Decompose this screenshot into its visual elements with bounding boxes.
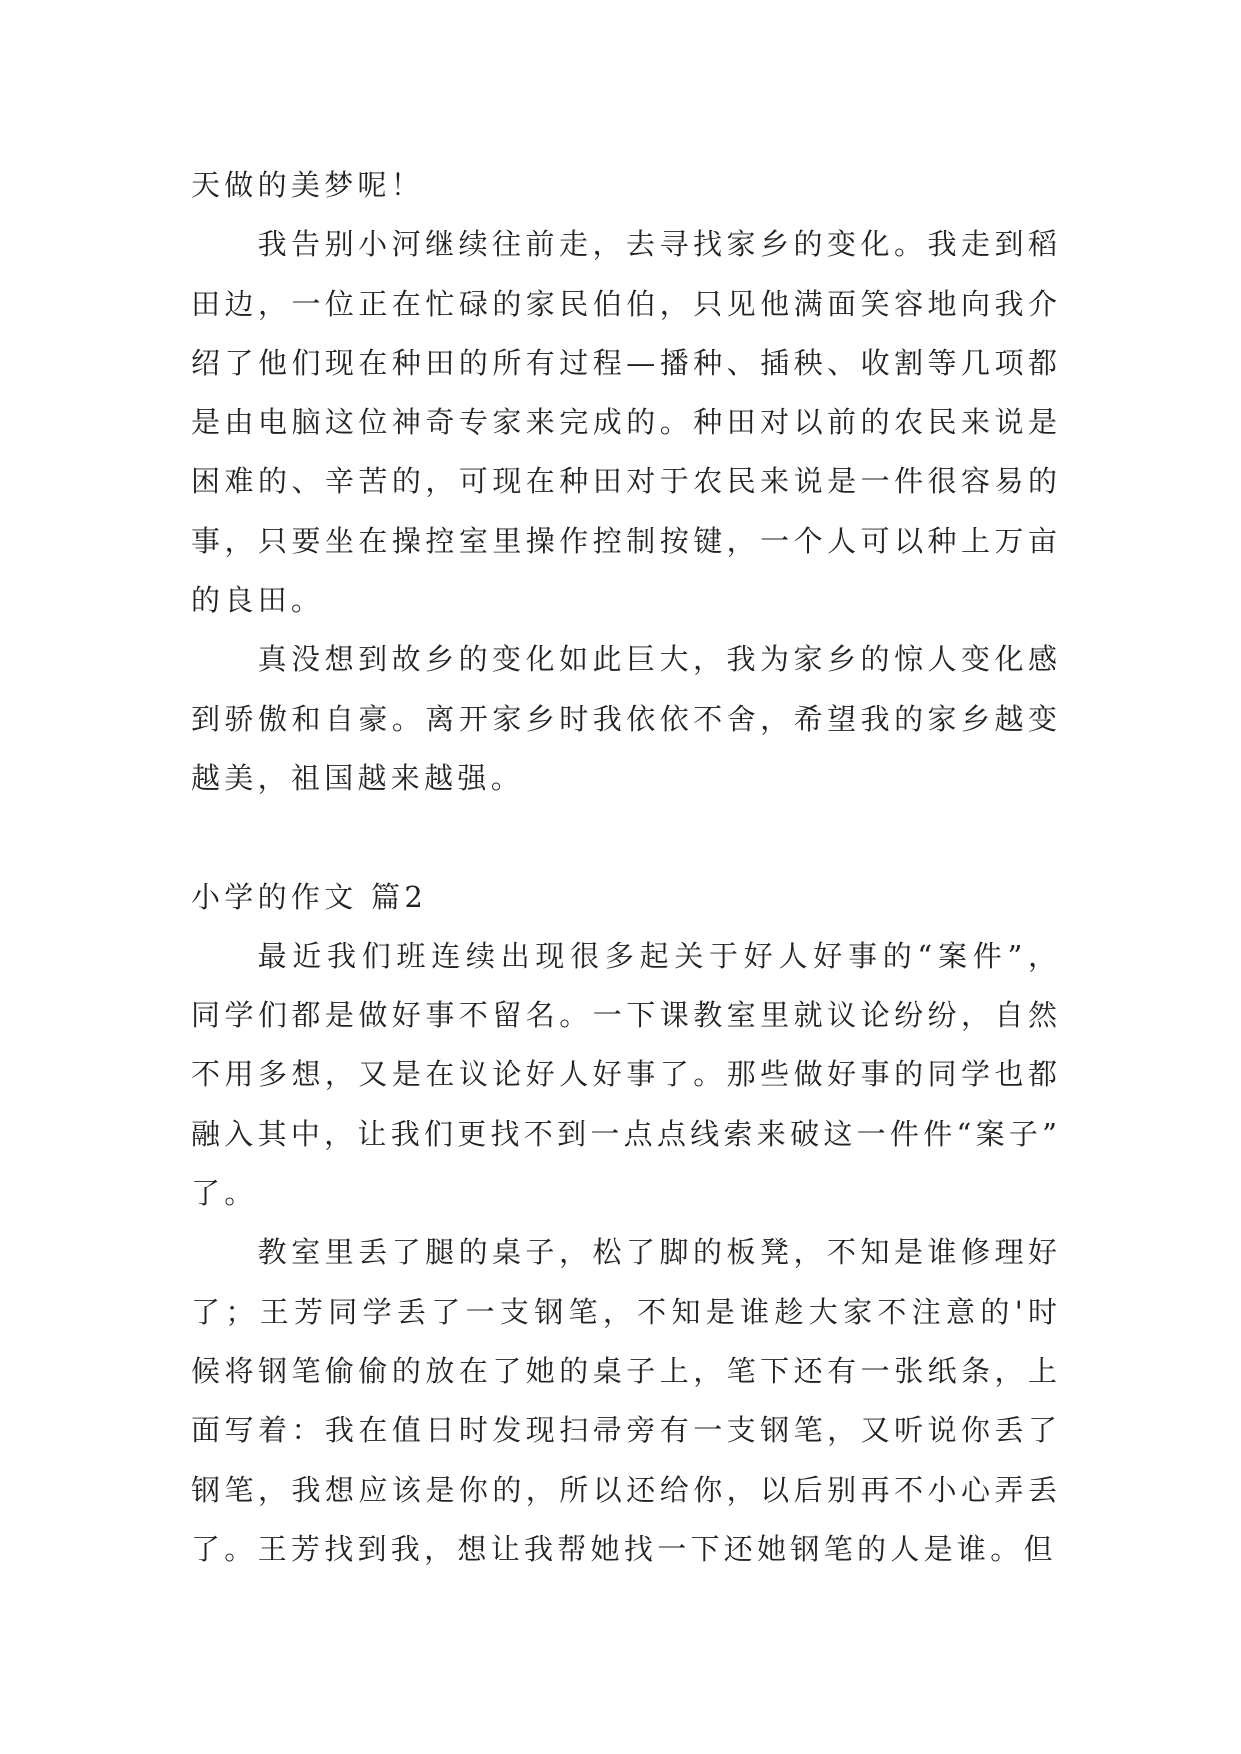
text-line: 钢笔，我想应该是你的，所以还给你，以后别再不小心弄丢 bbox=[191, 1472, 1057, 1507]
text-line: 绍了他们现在种田的所有过程—播种、插秧、收割等几项都 bbox=[191, 345, 1057, 380]
paragraph bbox=[191, 1223, 1057, 1579]
paragraph bbox=[191, 215, 1057, 630]
paragraph bbox=[191, 927, 1057, 1223]
section-heading bbox=[191, 868, 1057, 927]
text-line: 同学们都是做好事不留名。一下课教室里就议论纷纷，自然 bbox=[191, 998, 1057, 1033]
text-line: 天做的美梦呢！ bbox=[191, 168, 425, 202]
text-line: 候将钢笔偷偷的放在了她的桌子上，笔下还有一张纸条，上 bbox=[191, 1353, 1057, 1388]
heading-text: 小学的作文 篇2 bbox=[191, 879, 428, 914]
text-line: 面写着：我在值日时发现扫帚旁有一支钢笔，又听说你丢了 bbox=[191, 1413, 1057, 1448]
text-line: 不用多想，又是在议论好人好事了。那些做好事的同学也都 bbox=[191, 1057, 1057, 1092]
paragraph bbox=[191, 630, 1057, 808]
text-line: 是由电脑这位神奇专家来完成的。种田对以前的农民来说是 bbox=[191, 405, 1057, 440]
text-line: 了；王芳同学丢了一支钢笔，不知是谁趁大家不注意的'时 bbox=[191, 1294, 1057, 1329]
text-line: 教室里丢了腿的桌子，松了脚的板凳，不知是谁修理好 bbox=[257, 1235, 1057, 1270]
text-line: 我告别小河继续往前走，去寻找家乡的变化。我走到稻 bbox=[257, 227, 1057, 262]
text-line: 困难的、辛苦的，可现在种田对于农民来说是一件很容易的 bbox=[191, 464, 1057, 499]
text-line: 的良田。 bbox=[191, 583, 325, 618]
text-line: 真没想到故乡的变化如此巨大，我为家乡的惊人变化感 bbox=[257, 642, 1057, 677]
text-line: 到骄傲和自豪。离开家乡时我依依不舍，希望我的家乡越变 bbox=[191, 701, 1057, 736]
paragraph-continuation bbox=[191, 156, 1057, 215]
text-line: 越美，祖国越来越强。 bbox=[191, 760, 525, 795]
text-line: 了。王芳找到我，想让我帮她找一下还她钢笔的人是谁。但 bbox=[191, 1531, 1057, 1566]
document-body bbox=[191, 156, 1057, 1579]
text-line: 田边，一位正在忙碌的家民伯伯，只见他满面笑容地向我介 bbox=[191, 286, 1057, 321]
text-line: 融入其中，让我们更找不到一点点线索来破这一件件“案子” bbox=[191, 1116, 1057, 1151]
text-line: 最近我们班连续出现很多起关于好人好事的“案件”， bbox=[257, 938, 1057, 973]
text-line: 了。 bbox=[191, 1176, 258, 1211]
text-line: 事，只要坐在操控室里操作控制按键，一个人可以种上万亩 bbox=[191, 523, 1057, 558]
